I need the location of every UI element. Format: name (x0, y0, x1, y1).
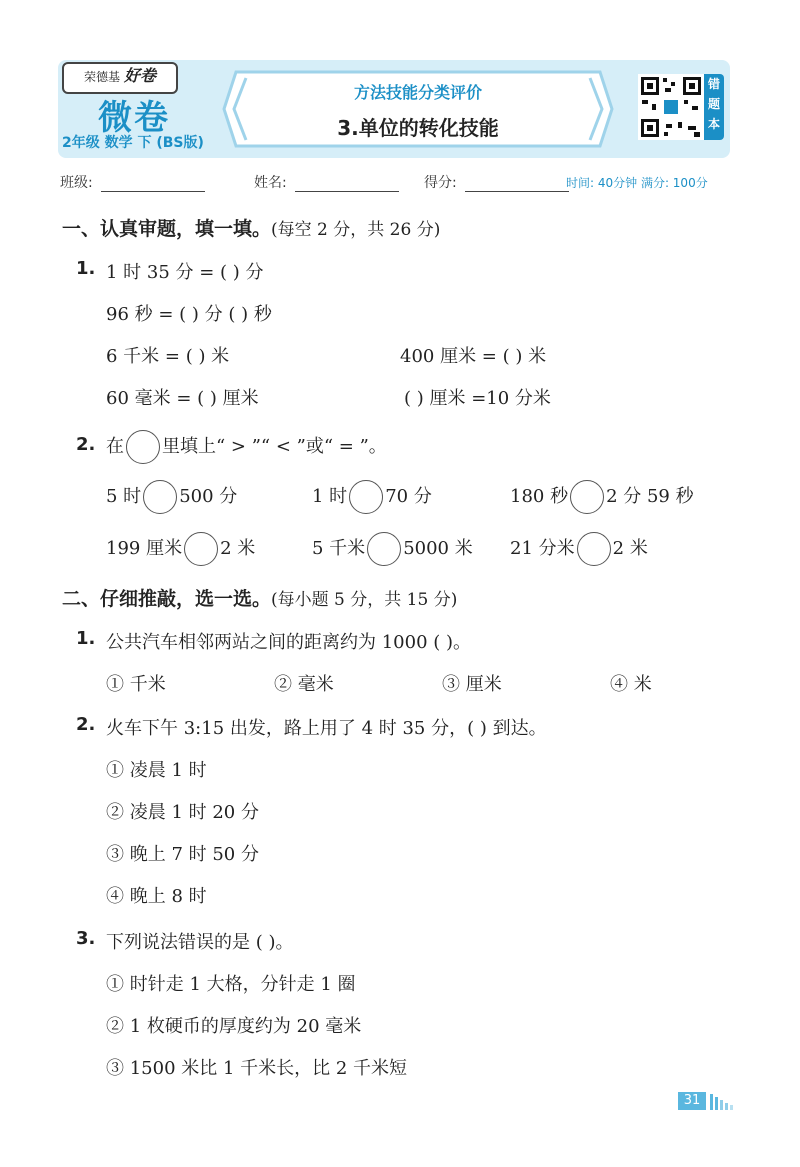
option-item[interactable]: ① 千米 (106, 674, 166, 695)
compare-right: 5000 米 (403, 538, 473, 559)
tab-char-2: 题 (707, 97, 720, 111)
compare-left: 199 厘米 (106, 538, 183, 559)
question-number: 1. (76, 258, 96, 279)
compare-right: 2 米 (612, 538, 648, 559)
name-label: 姓名: (254, 175, 287, 191)
option-item[interactable]: ③ 1500 米比 1 千米长，比 2 千米短 (106, 1058, 408, 1079)
section-1-heading (62, 214, 440, 241)
compare-item (312, 480, 432, 514)
page-number: 31 (678, 1092, 706, 1110)
brand-logo: 好卷 (124, 66, 157, 85)
option-item[interactable]: ① 凌晨 1 时 (106, 760, 207, 781)
score-label: 得分: (424, 175, 457, 191)
section-2-title: 二、仔细推敲，选一选。 (62, 588, 272, 610)
option-item[interactable]: ② 凌晨 1 时 20 分 (106, 802, 259, 823)
q2-pre-text: 在 (106, 436, 124, 457)
brand-name: 荣德基 (83, 70, 120, 84)
q2-post-text: 里填上“ > ”“ < ”或“ = ”。 (162, 436, 387, 457)
compare-left: 21 分米 (510, 538, 575, 559)
option-item[interactable]: ② 1 枚硬币的厚度约为 20 毫米 (106, 1016, 362, 1037)
option-item[interactable]: ③ 晚上 7 时 50 分 (106, 844, 259, 865)
question-number: 2. (76, 434, 96, 455)
option-item[interactable]: ③ 厘米 (442, 674, 502, 695)
class-blank[interactable] (101, 177, 205, 192)
question-text: 下列说法错误的是 ( )。 (106, 932, 294, 953)
option-item[interactable]: ④ 米 (610, 674, 652, 695)
question-2-text (106, 430, 387, 464)
question-number: 1. (76, 628, 96, 649)
question-number: 3. (76, 928, 96, 949)
compare-circle[interactable] (143, 480, 177, 514)
series-title: 微卷 (98, 98, 170, 138)
page-bars-decoration (710, 1094, 740, 1110)
compare-item (106, 532, 255, 566)
compare-item (312, 532, 473, 566)
compare-left: 1 时 (312, 486, 348, 507)
compare-circle-example (126, 430, 160, 464)
compare-left: 5 时 (106, 486, 142, 507)
compare-circle[interactable] (577, 532, 611, 566)
question-text: 火车下午 3:15 出发，路上用了 4 时 35 分，( ) 到达。 (106, 718, 547, 739)
class-field[interactable] (60, 172, 205, 192)
name-field[interactable] (254, 172, 399, 192)
qr-code-icon[interactable] (638, 74, 704, 140)
option-item[interactable]: ② 毫米 (274, 674, 334, 695)
compare-circle[interactable] (367, 532, 401, 566)
score-blank[interactable] (465, 177, 569, 192)
question-line[interactable]: 96 秒 = ( ) 分 ( ) 秒 (106, 304, 272, 325)
question-line[interactable]: 6 千米 = ( ) 米 (106, 346, 230, 367)
tab-char-3: 本 (707, 117, 720, 131)
section-1-title: 一、认真审题，填一填。 (62, 218, 272, 240)
grade-label: 2年级 数学 下 (BS版) (62, 135, 204, 151)
option-item[interactable]: ④ 晚上 8 时 (106, 886, 207, 907)
score-field[interactable] (424, 172, 569, 192)
compare-left: 5 千米 (312, 538, 366, 559)
compare-right: 500 分 (179, 486, 238, 507)
compare-item (510, 480, 694, 514)
tab-char-1: 错 (707, 77, 720, 91)
banner-subtitle: 方法技能分类评价 (353, 83, 482, 102)
error-book-tab (704, 74, 724, 140)
section-2-heading (62, 584, 457, 611)
question-line[interactable]: 400 厘米 = ( ) 米 (400, 346, 547, 367)
compare-circle[interactable] (570, 480, 604, 514)
page-title: 3.单位的转化技能 (337, 116, 499, 140)
compare-right: 2 分 59 秒 (606, 486, 694, 507)
time-score-info: 时间: 40分钟 满分: 100分 (566, 176, 708, 190)
question-line[interactable]: ( ) 厘米 =10 分米 (404, 388, 551, 409)
option-item[interactable]: ① 时针走 1 大格，分针走 1 圈 (106, 974, 356, 995)
question-text: 公共汽车相邻两站之间的距离约为 1000 ( )。 (106, 632, 472, 653)
compare-right: 70 分 (385, 486, 432, 507)
compare-item (510, 532, 648, 566)
compare-left: 180 秒 (510, 486, 569, 507)
name-blank[interactable] (295, 177, 399, 192)
compare-item (106, 480, 237, 514)
question-line[interactable]: 1 时 35 分 = ( ) 分 (106, 262, 264, 283)
question-number: 2. (76, 714, 96, 735)
compare-circle[interactable] (349, 480, 383, 514)
section-1-note: (每空 2 分，共 26 分) (271, 220, 441, 240)
section-2-note: (每小题 5 分，共 15 分) (271, 590, 458, 610)
compare-right: 2 米 (220, 538, 256, 559)
compare-circle[interactable] (184, 532, 218, 566)
question-line[interactable]: 60 毫米 = ( ) 厘米 (106, 388, 259, 409)
class-label: 班级: (60, 175, 93, 191)
